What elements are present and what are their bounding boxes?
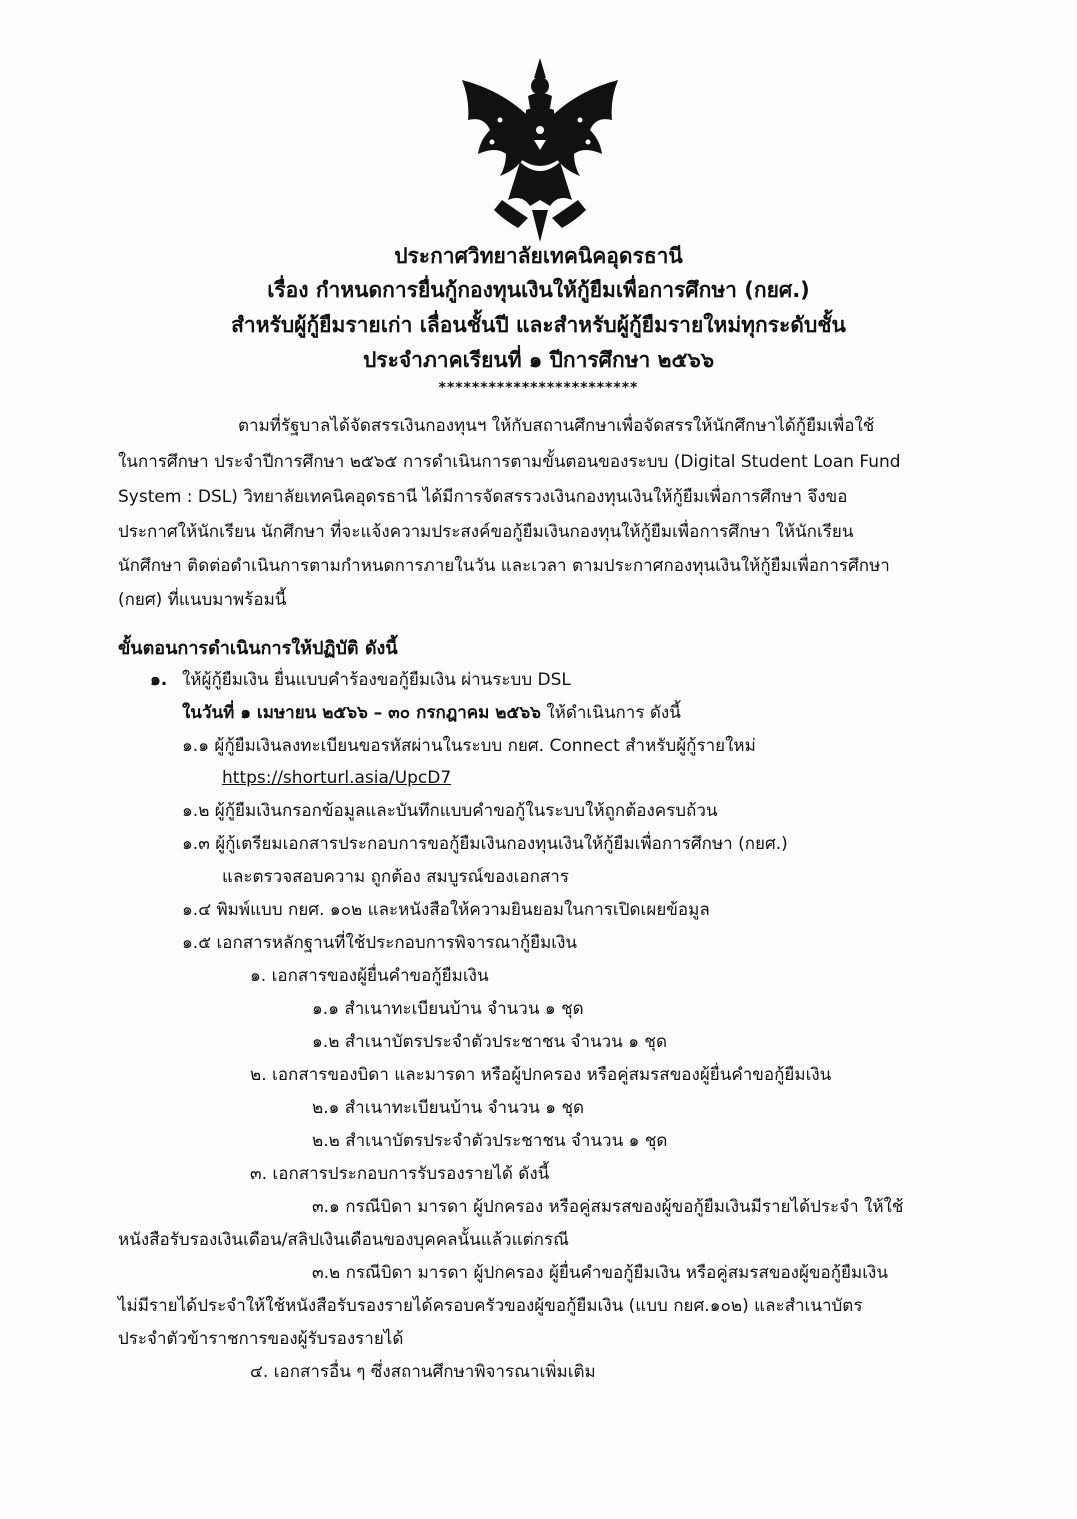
step-number: ๑.: [150, 670, 168, 690]
sub-item-1-1: ๑.๑ ผู้กู้ยืมเงินลงทะเบียนขอรหัสผ่านในระบบ กยศ. Connect สำหรับผู้กู้รายใหม่: [182, 736, 756, 756]
sub-item-1-2: ๑.๒ ผู้กู้ยืมเงินกรอกข้อมูลและบันทึกแบบคำขอกู้ในระบบให้ถูกต้องครบถ้วน: [182, 801, 718, 821]
intro-line-3: System : DSL) วิทยาลัยเทคนิคอุดรธานี ได้มีการจัดสรรวงเงินกองทุนเงินให้กู้ยืมเพื่อการศึกษา จึงขอ: [118, 487, 848, 507]
garuda-emblem-icon: [440, 50, 640, 250]
doc-3-2: ๓.๒ กรณีบิดา มารดา ผู้ปกครอง ผู้ยื่นคำขอกู้ยืมเงิน หรือคู่สมรสของผู้ขอกู้ยืมเงิน: [312, 1263, 888, 1283]
doc-2-2: ๒.๒ สำเนาบัตรประจำตัวประชาชน จำนวน ๑ ชุด: [312, 1131, 668, 1151]
intro-line-4: ประกาศให้นักเรียน นักศึกษา ที่จะแจ้งความประสงค์ขอกู้ยืมเงินกองทุนให้กู้ยืมเพื่อการศึกษา ให้นักเรียน: [118, 522, 854, 542]
doc-3-1: ๓.๑ กรณีบิดา มารดา ผู้ปกครอง หรือคู่สมรสของผู้ขอกู้ยืมเงินมีรายได้ประจำ ให้ใช้: [312, 1197, 904, 1217]
announcement-scope: สำหรับผู้กู้ยืมรายเก่า เลื่อนชั้นปี และสำหรับผู้กู้ยืมรายใหม่ทุกระดับชั้น: [231, 313, 846, 337]
register-link[interactable]: https://shorturl.asia/UpcD7: [222, 768, 452, 788]
doc-2-1: ๒.๑ สำเนาทะเบียนบ้าน จำนวน ๑ ชุด: [312, 1098, 585, 1118]
sub-item-1-3: ๑.๓ ผู้กู้เตรียมเอกสารประกอบการขอกู้ยืมเงินกองทุนเงินให้กู้ยืมเพื่อการศึกษา (กยศ.): [182, 834, 788, 854]
separator-stars: ************************: [438, 380, 639, 396]
doc-group-3: ๓. เอกสารประกอบการรับรองรายได้ ดังนี้: [250, 1164, 550, 1184]
intro-line-1: ตามที่รัฐบาลได้จัดสรรเงินกองทุนฯ ให้กับสถานศึกษาเพื่อจัดสรรให้นักศึกษาได้กู้ยืมเพื่อใช้: [238, 416, 875, 436]
step-date-note: ให้ดำเนินการ ดังนี้: [540, 703, 681, 723]
doc-group-4: ๔. เอกสารอื่น ๆ ซึ่งสถานศึกษาพิจารณาเพิ่มเติม: [250, 1362, 596, 1382]
announcement-subject: เรื่อง กำหนดการยื่นกู้กองทุนเงินให้กู้ยืมเพื่อการศึกษา (กยศ.): [267, 278, 810, 302]
step-date: ในวันที่ ๑ เมษายน ๒๕๖๖ – ๓๐ กรกฎาคม ๒๕๖๖: [182, 703, 541, 723]
sub-item-1-4: ๑.๔ พิมพ์แบบ กยศ. ๑๐๒ และหนังสือให้ความยินยอมในการเปิดเผยข้อมูล: [182, 900, 710, 920]
step-date-line: [182, 705, 681, 722]
doc-group-2: ๒. เอกสารของบิดา และมารดา หรือผู้ปกครอง หรือคู่สมรสของผู้ยื่นคำขอกู้ยืมเงิน: [250, 1065, 832, 1085]
section-title: ขั้นตอนการดำเนินการให้ปฏิบัติ ดังนี้: [118, 638, 398, 659]
announcement-term: ประจำภาคเรียนที่ ๑ ปีการศึกษา ๒๕๖๖: [362, 348, 715, 372]
doc-1-2: ๑.๒ สำเนาบัตรประจำตัวประชาชน จำนวน ๑ ชุด: [312, 1032, 667, 1052]
doc-3-2-cont-2: ประจำตัวข้าราชการของผู้รับรองรายได้: [118, 1329, 404, 1349]
doc-1-1: ๑.๑ สำเนาทะเบียนบ้าน จำนวน ๑ ชุด: [312, 999, 584, 1019]
intro-line-6: (กยศ) ที่แนบมาพร้อมนี้: [118, 590, 287, 610]
announcement-org: ประกาศวิทยาลัยเทคนิคอุดรธานี: [394, 244, 683, 268]
doc-3-2-cont: ไม่มีรายได้ประจำให้ใช้หนังสือรับรองรายได้ครอบครัวของผู้ขอกู้ยืมเงิน (แบบ กยศ.๑๐๒) และสำเนาบัตร: [118, 1296, 863, 1316]
sub-item-1-5: ๑.๕ เอกสารหลักฐานที่ใช้ประกอบการพิจารณากู้ยืมเงิน: [182, 933, 578, 953]
step-text: ให้ผู้กู้ยืมเงิน ยื่นแบบคำร้องขอกู้ยืมเงิน ผ่านระบบ DSL: [182, 670, 571, 690]
intro-line-5: นักศึกษา ติดต่อดำเนินการตามกำหนดการภายในวัน และเวลา ตามประกาศกองทุนเงินให้กู้ยืมเพื่อการศึกษา: [118, 556, 890, 576]
sub-item-1-3-cont: และตรวจสอบความ ถูกต้อง สมบูรณ์ของเอกสาร: [222, 867, 569, 887]
doc-group-1: ๑. เอกสารของผู้ยื่นคำขอกู้ยืมเงิน: [250, 966, 489, 986]
doc-3-1-cont: หนังสือรับรองเงินเดือน/สลิปเงินเดือนของบุคคลนั้นแล้วแต่กรณี: [118, 1230, 569, 1250]
intro-line-2: ในการศึกษา ประจำปีการศึกษา ๒๕๖๕ การดำเนินการตามขั้นตอนของระบบ (Digital Student Loan Fund: [118, 452, 901, 472]
